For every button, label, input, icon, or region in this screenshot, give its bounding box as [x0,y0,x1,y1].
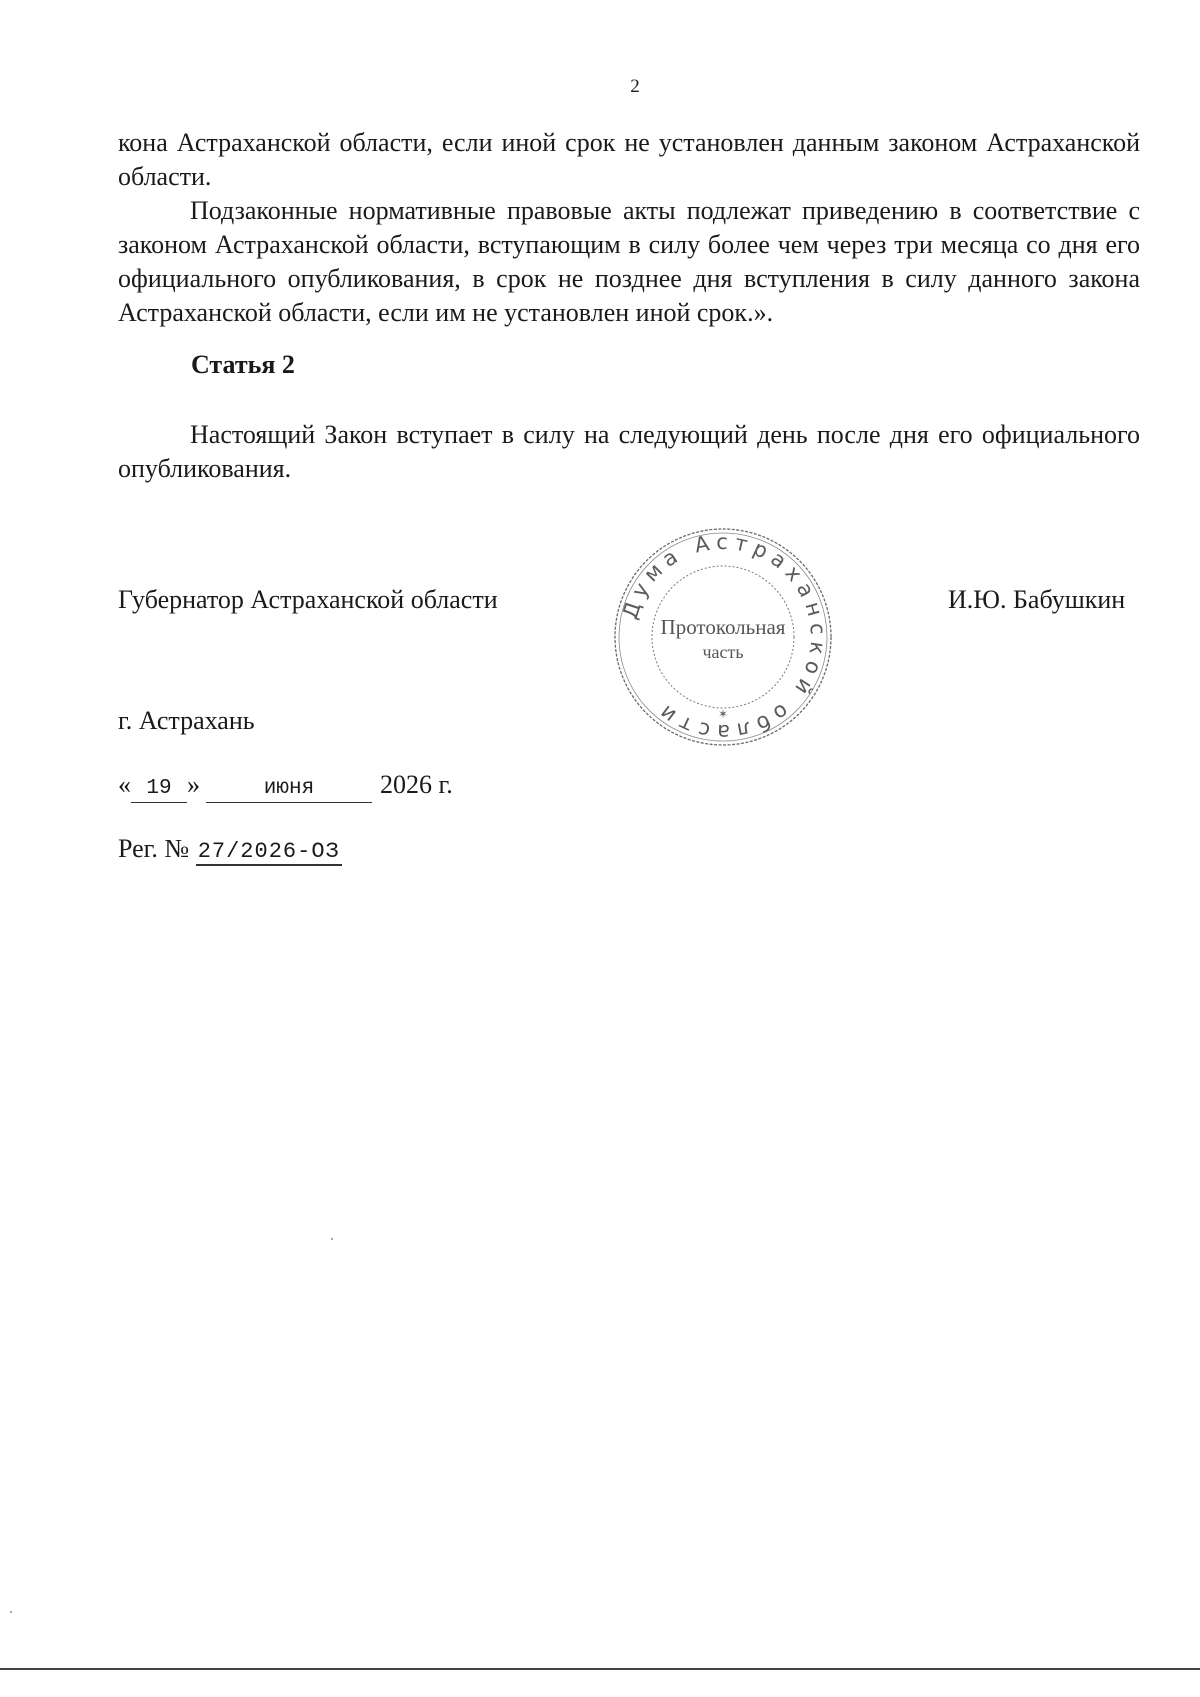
paragraph-bylaws [118,194,1140,330]
signatory-name: И.Ю. Бабушкин [948,585,1126,614]
scan-speck [331,1238,333,1240]
article-heading: Статья 2 [191,350,295,379]
paragraph-text: кона Астраханской области, если иной срок не установлен данным законом Астраханской области. [118,128,1140,191]
stamp-star-icon: ✶ [717,707,729,721]
city: г. Астрахань [118,706,255,735]
date-open-quote: « [118,770,131,799]
registration-label: Рег. № [118,834,190,863]
date-month: июня [206,776,372,803]
scan-speck [10,1611,12,1613]
stamp-center-line1: Протокольная [660,615,786,639]
signatory-position: Губернатор Астраханской области [118,585,498,614]
stamp-center-line2: часть [702,642,744,662]
official-stamp [608,522,838,752]
page-number: 2 [630,76,640,97]
registration-number: 27/2026-ОЗ [197,839,340,864]
bottom-scan-line [0,1668,1200,1670]
paragraph-text: Настоящий Закон вступает в силу на следующий день после дня его официального опубликования. [118,420,1140,483]
date-close-quote: » [187,770,200,799]
date-year: 2026 г. [380,770,453,799]
stamp-ring-text: Дума Астраханской области [617,529,831,745]
paragraph-text: Подзаконные нормативные правовые акты подлежат приведению в соответствие с законом Астраханской области, вступающим в силу более чем через три месяца со дня его официального опубликования, в срок не позднее дня вступления в силу данного закона Астраханской области, если им не установлен иной срок.». [118,196,1140,327]
signing-date [118,770,453,803]
date-day: 19 [131,776,187,803]
paragraph-continuation [118,126,1140,194]
paragraph-entry-into-force [118,418,1140,486]
registration-line [118,834,342,866]
